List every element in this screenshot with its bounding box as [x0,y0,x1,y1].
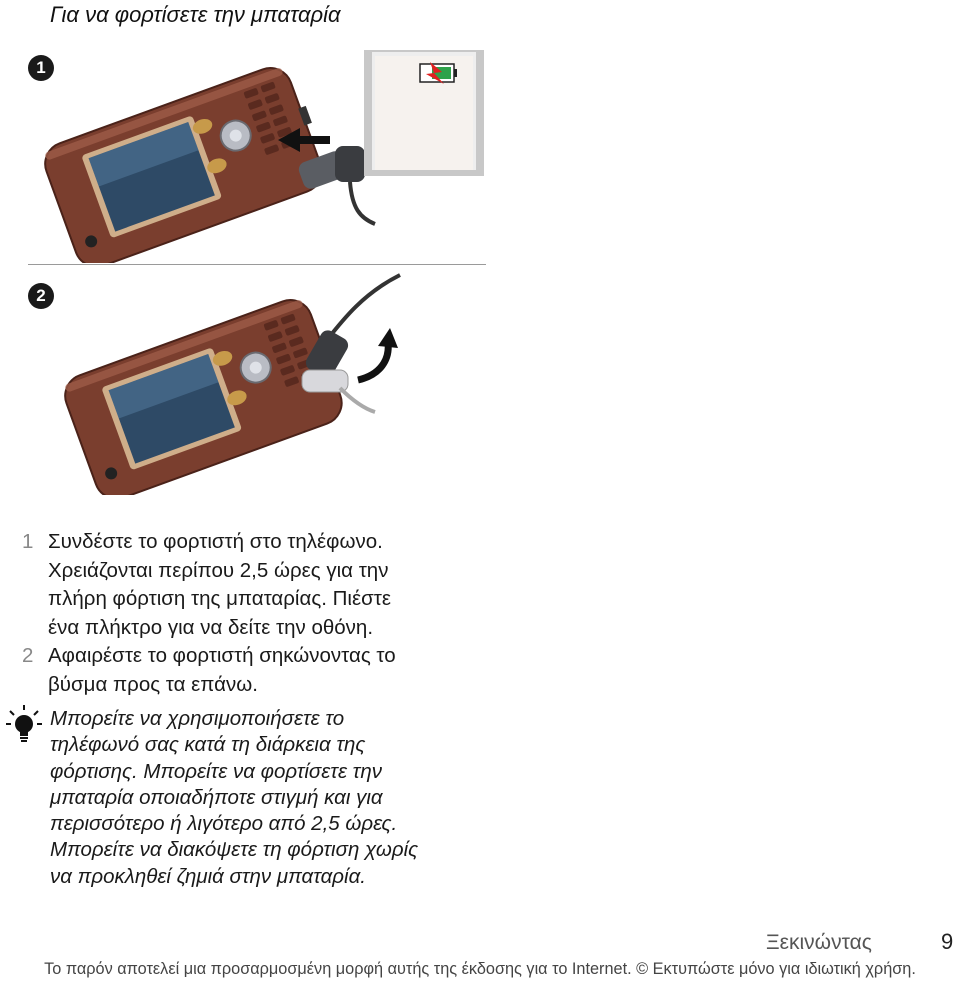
phone-illustration [59,294,348,495]
instruction-line: πλήρη φόρτιση της μπαταρίας. Πιέστε [48,587,391,610]
step-badge-1: 1 [28,55,54,81]
instruction-line: ένα πλήκτρο για να δείτε την οθόνη. [48,615,374,639]
illustration-remove-charger [50,270,470,495]
tip-line: Μπορείτε να χρησιμοποιήσετε το [50,707,345,730]
illustration-connect-charger [30,48,490,263]
tip-line: τηλέφωνό σας κατά τη διάρκεια της [50,733,366,757]
section-divider [28,264,486,265]
tip-line: Μπορείτε να διακόψετε τη φόρτιση χωρίς [50,838,419,862]
tip-line: να προκληθεί ζημιά στην μπαταρία. [50,864,366,888]
page-title: Για να φορτίσετε την μπαταρία [50,2,341,27]
section-name: Ξεκινώντας [766,931,872,954]
phone-illustration [39,60,333,263]
tip-line: περισσότερο ή λιγότερο από 2,5 ώρες. [50,812,398,836]
instruction-line: Χρειάζονται περίπου 2,5 ώρες για την [48,558,389,582]
instruction-line: Αφαιρέστε το φορτιστή σηκώνοντας το [48,644,396,667]
tip-line: φόρτισης. Μπορείτε να φορτίσετε την [50,759,382,783]
battery-screen-inset [364,50,484,176]
instruction-item [22,642,492,699]
instruction-number: 2 [22,644,34,667]
instructions-list [22,528,492,699]
instruction-item [22,528,492,642]
lift-arrow-icon [358,328,398,380]
page-number: 9 [941,929,954,954]
instruction-line: βύσμα προς τα επάνω. [48,672,258,696]
footer-notice: Το παρόν αποτελεί μια προσαρμοσμένη μορφή αυτής της έκδοσης για το Internet. © Εκτυπώστε μόνο για ιδιωτική χρήση. [44,960,916,978]
lightbulb-icon [6,705,42,745]
tip-line: μπαταρία οποιαδήποτε στιγμή και για [50,785,383,809]
tip-text [50,706,490,890]
step-badge-2: 2 [28,283,54,309]
instruction-line: Συνδέστε το φορτιστή στο τηλέφωνο. [48,530,383,553]
instruction-number: 1 [22,530,34,553]
